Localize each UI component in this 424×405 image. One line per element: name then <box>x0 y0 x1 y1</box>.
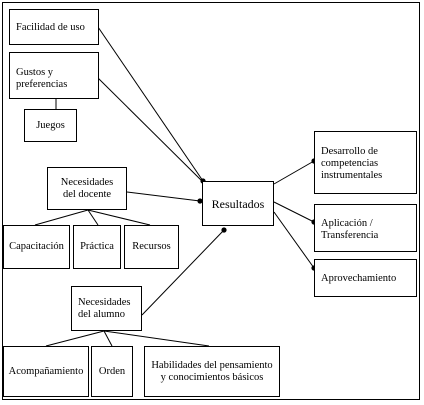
label-aprovechamiento: Aprovechamiento <box>321 273 397 284</box>
box-capacitacion <box>3 225 70 269</box>
connector-resultados-desarrollo <box>274 161 314 184</box>
connector-dot-alumno <box>221 227 226 232</box>
label-gustos-y-preferencias: Gustos y preferencias <box>16 67 68 90</box>
label-necesidades-del-docente: Necesidades del docente <box>60 176 114 200</box>
label-desarrollo-de-competencias: Desarrollo de competencias instrumentales <box>321 146 383 181</box>
box-recursos <box>124 225 179 269</box>
box-resultados <box>202 181 274 226</box>
connector-docente-capacitacion <box>35 210 88 225</box>
box-necesidades-del-docente <box>47 167 127 210</box>
box-acompanamiento <box>3 346 89 397</box>
box-aprovechamiento <box>314 259 417 297</box>
label-resultados: Resultados <box>211 196 265 211</box>
connector-docente-recursos <box>88 210 150 225</box>
label-capacitacion: Capacitación <box>9 241 64 252</box>
box-juegos <box>24 109 77 142</box>
box-aplicacion-transferencia <box>314 204 417 252</box>
connector-resultados-aprovechamiento <box>274 212 314 268</box>
connector-resultados-aplicacion <box>274 202 314 222</box>
label-necesidades-del-alumno: Necesidades del alumno <box>78 297 131 320</box>
label-habilidades-del-pensamiento: Habilidades del pensamiento y conocimientos básicos <box>151 359 273 383</box>
box-desarrollo-de-competencias <box>314 131 417 194</box>
label-acompanamiento: Acompañamiento <box>8 365 84 377</box>
box-facilidad-de-uso <box>9 9 99 45</box>
label-recursos: Recursos <box>132 241 171 252</box>
box-gustos-y-preferencias <box>9 52 99 99</box>
label-aplicacion-transferencia: Aplicación / Transferencia <box>321 218 379 241</box>
label-juegos: Juegos <box>36 119 65 131</box>
label-practica: Práctica <box>80 241 114 252</box>
connector-facilidad-resultados <box>98 27 203 181</box>
box-necesidades-del-alumno <box>71 286 142 331</box>
connector-docente-resultados <box>127 192 200 201</box>
box-practica <box>73 225 121 269</box>
connector-alumno-acompanamiento <box>46 331 104 346</box>
label-facilidad-de-uso: Facilidad de uso <box>16 22 85 33</box>
connector-alumno-orden <box>104 331 112 346</box>
label-orden: Orden <box>98 365 126 377</box>
box-habilidades-del-pensamiento <box>144 346 280 397</box>
connector-alumno-habilidades <box>104 331 209 346</box>
box-orden <box>91 346 133 397</box>
